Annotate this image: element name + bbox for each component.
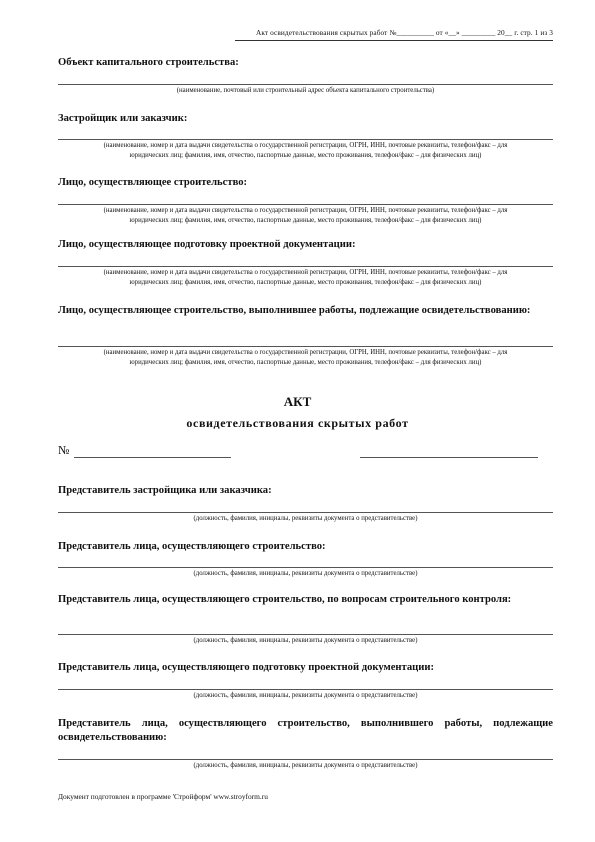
- contractor-caption: [58, 348, 553, 367]
- page-footer: Документ подготовлен в программе 'Стройформ' www.stroyform.ru: [58, 792, 268, 801]
- act-number-sign: №: [58, 443, 70, 457]
- rep-designer-caption: (должность, фамилия, инициалы, реквизиты документа о представительстве): [193, 692, 418, 699]
- rep-contractor-title: Представитель лица, осуществляющего строительство, выполнившего работы, подлежащие освидетельствованию:: [58, 718, 553, 743]
- designer-caption-line-1: (наименование, номер и дата выдачи свидетельства о государственной регистрации, ОГРН, ИНН, почтовые реквизиты, телефон/факс – для: [103, 269, 508, 276]
- act-title: АКТ: [283, 394, 312, 409]
- builder-caption-line-1: (наименование, номер и дата выдачи свидетельства о государственной регистрации, ОГРН, ИНН, почтовые реквизиты, телефон/факс – для: [103, 207, 508, 214]
- rep-builder-caption: (должность, фамилия, инициалы, реквизиты документа о представительстве): [193, 570, 418, 577]
- act-date-field[interactable]: [360, 457, 538, 458]
- developer-title: Застройщик или заказчик:: [58, 113, 188, 124]
- rep-developer-field-line[interactable]: [58, 512, 553, 513]
- page-header: Акт освидетельствования скрытых работ №__________ от «__» _________ 20__ г. стр. 1 из 3: [255, 28, 553, 37]
- designer-caption: [58, 268, 553, 287]
- designer-field-line[interactable]: [58, 266, 553, 267]
- builder-title: Лицо, осуществляющее строительство:: [58, 177, 248, 188]
- act-number-field[interactable]: [74, 457, 231, 458]
- builder-caption-line-2: юридических лиц; фамилия, имя, отчество, паспортные данные, место проживания, телефон/факс – для физических лиц): [129, 216, 482, 224]
- rep-developer-title: Представитель застройщика или заказчика:: [58, 485, 272, 496]
- designer-caption-line-2: юридических лиц; фамилия, имя, отчество, паспортные данные, место проживания, телефон/факс – для физических лиц): [129, 278, 482, 286]
- object-field-line[interactable]: [58, 84, 553, 85]
- rep-designer-field-line[interactable]: [58, 689, 553, 690]
- rep-builder-field-line[interactable]: [58, 567, 553, 568]
- developer-caption: [58, 141, 553, 160]
- object-caption-line: (наименование, почтовый или строительный адрес объекта капитального строительства): [176, 87, 435, 94]
- contractor-field-line[interactable]: [58, 346, 553, 347]
- contractor-caption-line-1: (наименование, номер и дата выдачи свидетельства о государственной регистрации, ОГРН, ИНН, почтовые реквизиты, телефон/факс – для: [103, 349, 508, 356]
- rep-control-field-line[interactable]: [58, 634, 553, 635]
- object-caption: [58, 86, 553, 96]
- developer-field-line[interactable]: [58, 139, 553, 140]
- rep-control-title: Представитель лица, осуществляющего строительство, по вопросам строительного контроля:: [58, 594, 512, 605]
- developer-caption-line-2: юридических лиц; фамилия, имя, отчество, паспортные данные, место проживания, телефон/факс – для физических лиц): [129, 151, 482, 159]
- rep-contractor-field-line[interactable]: [58, 759, 553, 760]
- builder-field-line[interactable]: [58, 204, 553, 205]
- developer-caption-line-1: (наименование, номер и дата выдачи свидетельства о государственной регистрации, ОГРН, ИНН, почтовые реквизиты, телефон/факс – для: [103, 142, 508, 149]
- rep-designer-title: Представитель лица, осуществляющего подготовку проектной документации:: [58, 662, 434, 673]
- contractor-title: Лицо, осуществляющее строительство, выполнившее работы, подлежащие освидетельствованию:: [58, 305, 531, 316]
- act-subtitle: освидетельствования скрытых работ: [186, 416, 409, 430]
- contractor-caption-line-2: юридических лиц; фамилия, имя, отчество, паспортные данные, место проживания, телефон/факс – для физических лиц): [129, 358, 482, 366]
- object-title: Объект капитального строительства:: [58, 57, 239, 68]
- designer-title: Лицо, осуществляющее подготовку проектной документации:: [58, 239, 356, 250]
- header-rule: [235, 40, 553, 41]
- rep-contractor-caption: (должность, фамилия, инициалы, реквизиты документа о представительстве): [193, 762, 418, 769]
- rep-builder-title: Представитель лица, осуществляющего строительство:: [58, 541, 326, 552]
- rep-control-caption: (должность, фамилия, инициалы, реквизиты документа о представительстве): [193, 637, 418, 644]
- builder-caption: [58, 206, 553, 225]
- rep-developer-caption: (должность, фамилия, инициалы, реквизиты документа о представительстве): [193, 515, 418, 522]
